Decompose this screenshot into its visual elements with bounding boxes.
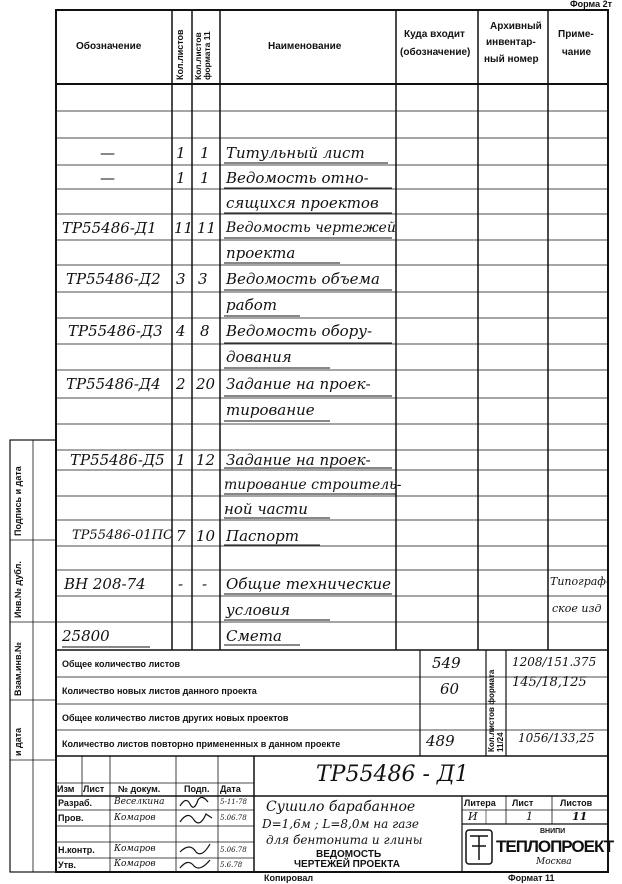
row-a11: 1	[200, 169, 210, 187]
side-inv-dup: Инв.№ дубл.	[13, 561, 23, 618]
row-a11: 12	[196, 451, 216, 469]
side-date: и дата	[13, 727, 23, 756]
row-name: Ведомость отно-	[226, 169, 369, 187]
row-a11: 20	[196, 375, 216, 393]
role-developer: Разраб.	[58, 798, 93, 808]
row-a11: 11	[197, 219, 217, 237]
row-name: Смета	[226, 627, 282, 645]
reused-sheets-a11: 1056/133,25	[518, 731, 595, 745]
row-a11: 1	[200, 144, 210, 162]
new-sheets-value: 60	[440, 680, 460, 698]
reused-sheets-label: Количество листов повторно примененных в данном проекте	[62, 739, 341, 749]
teploproekt-logo-icon	[466, 830, 492, 864]
header-designation: Обозначение	[76, 41, 142, 52]
header-note-1: Приме-	[558, 29, 594, 40]
name-developer: Веселкина	[114, 797, 165, 807]
name-norm-control: Комаров	[114, 844, 156, 854]
row-a11: 3	[198, 270, 208, 288]
date-approved: 5.6.78	[220, 861, 243, 869]
date-developer: 5-11-78	[220, 798, 247, 806]
row-count: 1	[176, 169, 186, 187]
sheets-value: 11	[572, 810, 588, 823]
row-count: 4	[176, 322, 186, 340]
row-name: Ведомость обору-	[226, 322, 373, 340]
role-checker: Пров.	[58, 813, 84, 823]
col-date: Дата	[220, 784, 241, 794]
format-label: Формат 11	[508, 873, 555, 883]
row-designation: ТР55486-Д2	[66, 270, 161, 288]
header-where-2: (обозначение)	[400, 47, 471, 58]
row-name-cont: проекта	[226, 244, 296, 262]
total-sheets-a11: 1208/151.375	[512, 655, 597, 669]
sheet-label: Лист	[512, 798, 534, 808]
product-desc-1: Сушило барабанное	[266, 799, 416, 815]
a11-header: Кол.листов формата 11/24	[487, 669, 505, 752]
row-designation: ТР55486-Д5	[70, 451, 165, 469]
row-name-cont: тирование	[226, 401, 315, 419]
row-designation: ТР55486-01ПС	[72, 528, 173, 543]
org-city: Москва	[536, 857, 572, 867]
litera-value: И	[468, 810, 478, 823]
row-name-cont: сящихся проектов	[226, 194, 379, 212]
col-sign: Подп.	[184, 784, 210, 794]
col-change: Изм	[57, 784, 75, 794]
doc-code: ТР55486 - Д1	[316, 762, 469, 787]
header-sheets-a11: Кол.листов формата 11	[193, 31, 212, 80]
row-designation: ТР55486-Д1	[62, 219, 157, 237]
row-note-cont: ское изд	[552, 602, 602, 615]
name-approved: Комаров	[114, 859, 156, 869]
row-designation: —	[100, 144, 115, 162]
row-name: Титульный лист	[226, 144, 365, 162]
row-designation: ТР55486-Д3	[68, 322, 163, 340]
product-desc-3: для бентонита и глины	[266, 833, 423, 847]
total-sheets-label: Общее количество листов	[62, 659, 181, 669]
header-sheets-count: Кол.листов	[175, 29, 185, 80]
row-name: Ведомость объема	[226, 270, 380, 288]
litera-label: Литера	[464, 798, 496, 808]
form-label: Форма 2т	[570, 0, 613, 9]
copied-by-label: Копировал	[264, 873, 314, 883]
new-sheets-a11: 145/18,125	[512, 675, 587, 690]
org-small: ВНИПИ	[540, 828, 566, 835]
date-norm-control: 5.06.78	[220, 846, 247, 854]
header-archive-3: ный номер	[484, 54, 539, 65]
other-sheets-label: Общее количество листов других новых проектов	[62, 713, 289, 723]
header-where-1: Куда входит	[404, 29, 465, 40]
row-name: Паспорт	[226, 527, 299, 545]
col-sheet: Лист	[83, 784, 105, 794]
role-norm-control: Н.контр.	[58, 845, 95, 855]
row-name-cont: дования	[226, 348, 292, 366]
row-name: Общие технические	[226, 575, 391, 593]
sheet-value: 1	[526, 810, 533, 823]
row-note: Типограф-	[550, 575, 610, 588]
row-name: Ведомость чертежей	[226, 220, 396, 236]
header-archive-1: Архивный	[490, 21, 542, 32]
row-a11: -	[202, 575, 208, 593]
row-name-cont-2: ной части	[224, 500, 308, 518]
row-count: 3	[176, 270, 186, 288]
row-name-cont: тирование строитель-	[224, 477, 402, 493]
side-sign-date: Подпись и дата	[13, 466, 23, 536]
reused-sheets-value: 489	[426, 732, 455, 750]
org-name: ТЕПЛОПРОЕКТ	[496, 837, 614, 856]
row-count: 7	[176, 527, 186, 545]
row-count: 11	[174, 219, 194, 237]
row-name-cont: работ	[226, 296, 277, 314]
row-count: 1	[176, 144, 186, 162]
sheets-label: Листов	[560, 798, 593, 808]
row-count: 1	[176, 451, 186, 469]
row-designation: —	[100, 169, 115, 187]
row-designation: ВН 208-74	[64, 575, 146, 593]
name-checker: Комаров	[114, 813, 156, 823]
row-name-cont: условия	[226, 601, 291, 619]
date-checker: 5.06.78	[220, 814, 247, 822]
row-count: 2	[176, 375, 186, 393]
doc-title-2: ЧЕРТЕЖЕЙ ПРОЕКТА	[294, 859, 400, 870]
header-note-2: чание	[562, 47, 592, 58]
role-approved: Утв.	[58, 860, 77, 870]
row-count: -	[178, 575, 184, 593]
header-name: Наименование	[268, 41, 342, 52]
row-name: Задание на проек-	[226, 375, 371, 393]
col-doc: № докум.	[118, 784, 161, 794]
row-a11: 8	[200, 322, 210, 340]
doc-title-1: ВЕДОМОСТЬ	[316, 849, 382, 860]
row-a11: 10	[196, 527, 216, 545]
side-replaced: Взам.инв.№	[13, 641, 23, 696]
total-sheets-value: 549	[432, 654, 461, 672]
row-designation: ТР55486-Д4	[66, 375, 161, 393]
row-designation: 25800	[62, 627, 110, 645]
header-archive-2: инвентар-	[486, 37, 536, 48]
new-sheets-label: Количество новых листов данного проекта	[62, 686, 257, 696]
product-desc-2: D=1,6м ; L=8,0м на газе	[262, 817, 419, 831]
row-name: Задание на проек-	[226, 451, 371, 469]
